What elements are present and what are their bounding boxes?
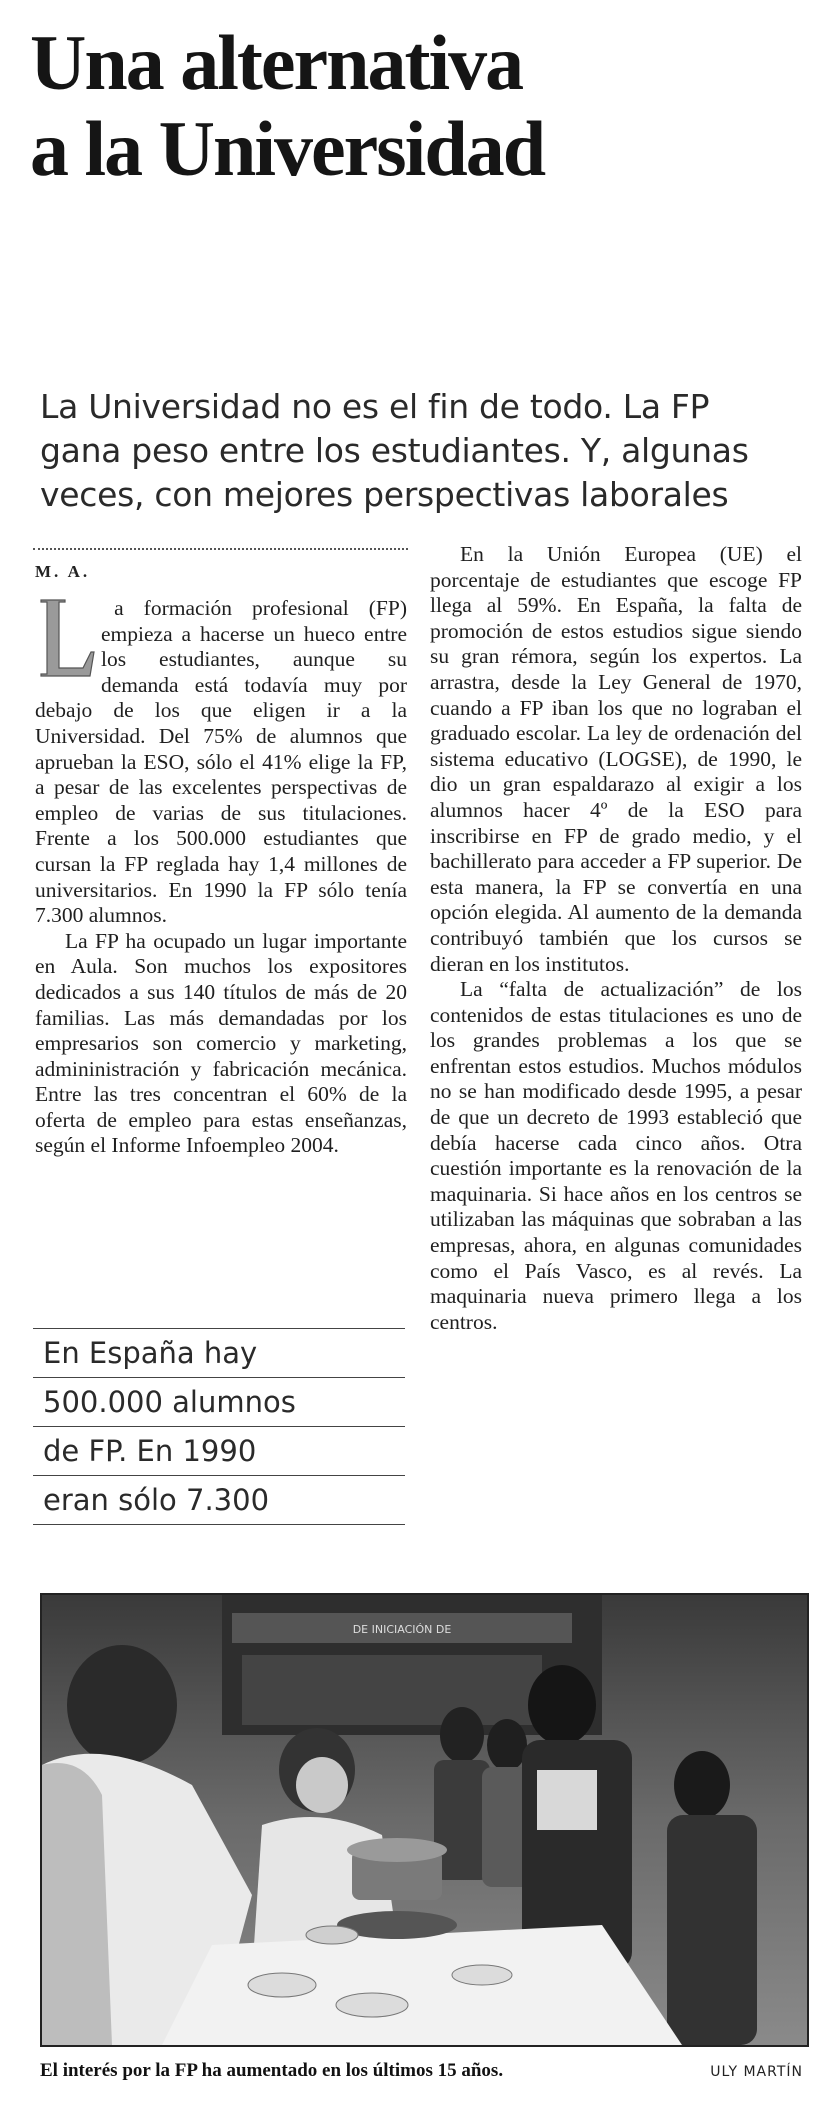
pull-quote-line: de FP. En 1990 [33,1426,405,1475]
pull-quote-line: 500.000 alumnos [33,1377,405,1426]
news-photo [40,1593,809,2047]
article-column-right [430,542,802,1335]
dotted-divider [33,548,408,550]
headline-line-1: Una alternativa [30,19,523,106]
article-subheadline [40,385,800,517]
subheadline-line-1: La Universidad no es el fin de todo. La FP [40,387,710,426]
photo-illustration [42,1595,807,2045]
subheadline-line-3: veces, con mejores perspectivas laborales [40,475,729,514]
photo-credit: ULY MARTÍN [710,2064,803,2080]
headline-line-2: a la Universidad [30,105,545,192]
article-headline [30,20,790,192]
subheadline-line-2: gana peso entre los estudiantes. Y, algunas [40,431,749,470]
drop-cap-spacer [35,596,101,694]
body-paragraph: En la Unión Europea (UE) el porcentaje de estudiantes que escoge FP llega al 59%. En España, la falta de promoción de estos estudios sigue siendo su gran rémora, según los expertos. La arrastra, desde la Ley General de 1970, cuando a FP iban los que no lograban el graduado escolar. La ley de ordenación del sistema educativo (LOGSE), de 1990, le dio un gran espaldarazo al exigir a los alumnos hacer 4º de la ESO para inscribirse en FP de grado medio, y el bachillerato para acceder a FP superior. De esta manera, la FP se convertía en una opción elegida. Al aumento de la demanda contribuyó también que los cursos se dieran en los institutos. [430,542,802,976]
body-paragraph: La “falta de actualización” de los contenidos de estas titulaciones es uno de los grandes problemas a los que se enfrentan estos estudios. Muchos módulos no se han modificado desde 1995, a pesar de que un decreto de 1993 estableció que debía hacerse cada cinco años. Otra cuestión importante es la renovación de la maquinaria. Si hace años en los centros se utilizaban las máquinas que sobraban a las empresas, ahora, en algunas comunidades como el País Vasco, es al revés. La maquinaria nueva primero llega a los centros. [430,977,802,1334]
body-paragraph: La FP ha ocupado un lugar importante en Aula. Son muchos los expositores dedicados a sus 140 títulos de más de 20 familias. Las más demandadas por los empresarios son comercio y marketing, admininistración y fabricación mecánica. Entre las tres concentran el 60% de la oferta de empleo para estas enseñanzas, según el Informe Infoempleo 2004. [35,928,407,1158]
pull-quote-line: eran sólo 7.300 [33,1475,405,1525]
pull-quote [33,1328,405,1525]
author-byline: M. A. [35,562,91,581]
body-paragraph: La formación profesional (FP) empieza a hacerse un hueco entre los estudiantes, aunque su demanda está todavía muy por debajo de los que eligen ir a la Universidad. Del 75% de alumnos que aprueban la ESO, sólo el 41% elige la FP, a pesar de las excelentes perspectivas de empleo de varias de sus titulaciones. Frente a los 500.000 estudiantes que cursan la FP reglada hay 1,4 millones de universitarios. En 1990 la FP sólo tenía 7.300 alumnos. [35,596,407,928]
pull-quote-line: En España hay [33,1328,405,1377]
article-column-left [35,596,407,1159]
photo-banner-text: DE INICIACIÓN DE [352,1623,452,1636]
photo-caption: El interés por la FP ha aumentado en los últimos 15 años. [40,2060,504,2081]
